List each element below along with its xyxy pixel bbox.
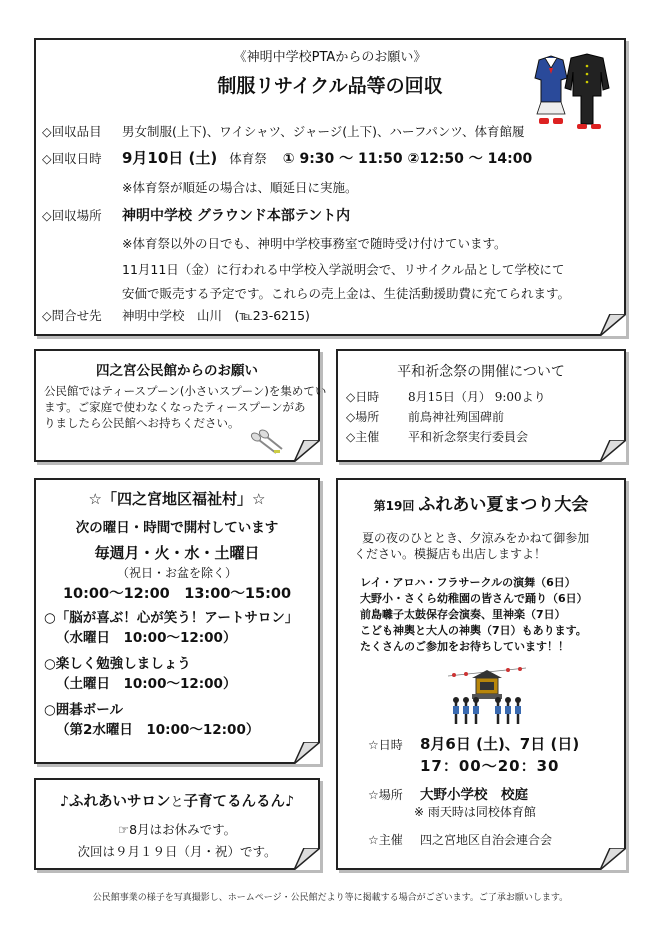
festival-place-row [368,786,528,804]
kominkan-line-2: ます。ご家庭で使わなくなったティースプーンがあ [44,400,306,414]
place-note-3: 安価で販売する予定です。これらの売上金は、生徒活動援助費に充てられます。 [122,286,571,301]
fureai-salon-title [36,790,318,811]
peace-host-row [346,429,528,445]
festival-host-row [368,832,552,848]
footer-note: 公民館事業の様子を写真撮影し、ホームページ・公民館だより等に掲載する場合がございます。ご了承お願いします。 [92,893,569,903]
festival-title-main: ふれあい夏まつり大会 [418,495,589,515]
salon-1-time: （水曜日 10:00～12:00） [56,630,237,646]
peace-title: 平和祈念祭の開催について [397,364,565,380]
peace-place-value: 前鳥神社殉国碑前 [408,410,505,424]
mikoshi-illustration [442,662,532,730]
fureai-salon-title-c: 子育てるんるん♪ [183,794,295,810]
date-label: ◇回収日時 [42,151,102,166]
welfare-title: ☆「四之宮地区福祉村」☆ [88,490,266,508]
kominkan-line-1: 公民館ではティースプーン(小さいスプーン)を集めてい [44,384,327,398]
fureai-salon-title-a: ♪ふれあいサロン [59,794,171,810]
uniform-illustration [531,52,611,132]
contact-label: ◇問合せ先 [42,308,102,323]
festival-intro-2: ください。模擬店も出店しますよ！ [354,547,547,561]
fureai-salon-note-2: 次回は９月１９日（月・祝）です。 [77,844,277,859]
recycle-items-row [42,124,525,140]
fureai-salon-note-1: ☞8月はお休みです。 [117,822,237,837]
recycle-title: 制服リサイクル品等の回収 [217,75,443,97]
festival-title-num: 第19回 [373,499,415,513]
festival-intro-1: 夏の夜のひととき、夕涼みをかねて御参加 [362,531,590,545]
festival-act-4: こども神輿と大人の神輿（7日）もあります。 [360,624,587,637]
recycle-date-row [42,150,532,167]
peace-host-value: 平和祈念祭実行委員会 [408,430,529,444]
date-event: 体育祭 [229,151,267,166]
festival-act-1: レイ・アロハ・フラサークルの演舞（6日） [360,576,576,589]
items-value: 男女制服(上下)、ワイシャツ、ジャージ(上下)、ハーフパンツ、体育館履 [122,124,525,139]
fureai-salon-title-b: と [170,795,184,810]
salon-3-title: ○囲碁ボール [44,702,124,718]
peace-date-row [346,389,546,405]
peace-date-label: ◇日時 [346,390,380,404]
summer-festival-box [336,478,626,870]
recycle-contact-row [42,308,310,324]
peace-ceremony-box [336,349,626,462]
festival-place-note: ※ 雨天時は同校体育館 [414,805,536,819]
festival-title [338,490,624,515]
date-note: ※体育祭が順延の場合は、順延日に実施。 [122,180,358,195]
festival-date-label: ☆日時 [368,738,403,752]
festival-act-3: 前島囃子太鼓保存会演奏、里神楽（7日） [360,608,566,621]
page-curl-corner [294,742,320,764]
kominkan-request-box [34,349,327,462]
page-curl-corner [600,440,626,462]
salon-2-time: （土曜日 10:00～12:00） [56,676,237,692]
fureai-salon-box [34,778,320,870]
place-note-2: 11月11日（金）に行われる中学校入学説明会で、リサイクル品として学校にて [122,262,565,277]
contact-value: 神明中学校 山川 (℡23-6215) [122,308,310,323]
page-curl-corner [294,440,320,462]
festival-host-label: ☆主催 [368,833,403,847]
place-value: 神明中学校 グラウンド本部テント内 [122,208,351,224]
festival-act-5: たくさんのご参加をお待ちしています！！ [360,640,569,653]
date-main: 9月10日 (土) [122,149,218,167]
salon-2-title: ○楽しく勉強しましょう [44,656,191,672]
welfare-village-box [34,478,320,764]
place-label: ◇回収場所 [42,208,102,223]
festival-time-value: 17：00～20：30 [420,757,560,775]
peace-host-label: ◇主催 [346,430,380,444]
peace-place-row [346,409,504,425]
peace-place-label: ◇場所 [346,410,380,424]
spoon-icon [248,429,284,457]
recycle-place-row [42,208,350,224]
welfare-hours: 10:00～12:00 13:00～15:00 [62,586,292,602]
page-curl-corner [600,314,626,336]
welfare-days: 毎週月・火・水・土曜日 [94,544,260,562]
peace-date-value: 8月15日（月） 9:00より [408,390,546,404]
festival-place-label: ☆場所 [368,788,403,802]
welfare-subtitle: 次の曜日・時間で開村しています [75,520,279,536]
salon-3-time: （第2水曜日 10:00～12:00） [56,722,260,738]
items-label: ◇回収品目 [42,124,102,139]
festival-date-value: 8月6日 (土)、7日 (日) [420,735,580,753]
recycle-request-heading: 《神明中学校PTAからのお願い》 [233,50,427,65]
page-curl-corner [600,848,626,870]
recycle-notice-box [34,38,626,336]
date-times: ① 9:30 ～ 11:50 ②12:50 ～ 14:00 [282,151,533,167]
festival-place-value: 大野小学校 校庭 [420,787,528,803]
page-curl-corner [294,848,320,870]
kominkan-title: 四之宮公民館からのお願い [96,363,258,379]
place-note-1: ※体育祭以外の日でも、神明中学校事務室で随時受け付けています。 [122,236,507,251]
welfare-days-note: （祝日・お盆を除く） [116,566,237,580]
festival-date-row [368,734,579,755]
kominkan-line-3: りましたら公民館へお持ちください。 [44,416,240,430]
festival-act-2: 大野小・さくら幼稚園の皆さんで踊り（6日） [360,592,588,605]
salon-1-title: ○「脳が喜ぶ！心が笑う！アートサロン」 [44,610,299,626]
festival-host-value: 四之宮地区自治会連合会 [420,833,553,847]
